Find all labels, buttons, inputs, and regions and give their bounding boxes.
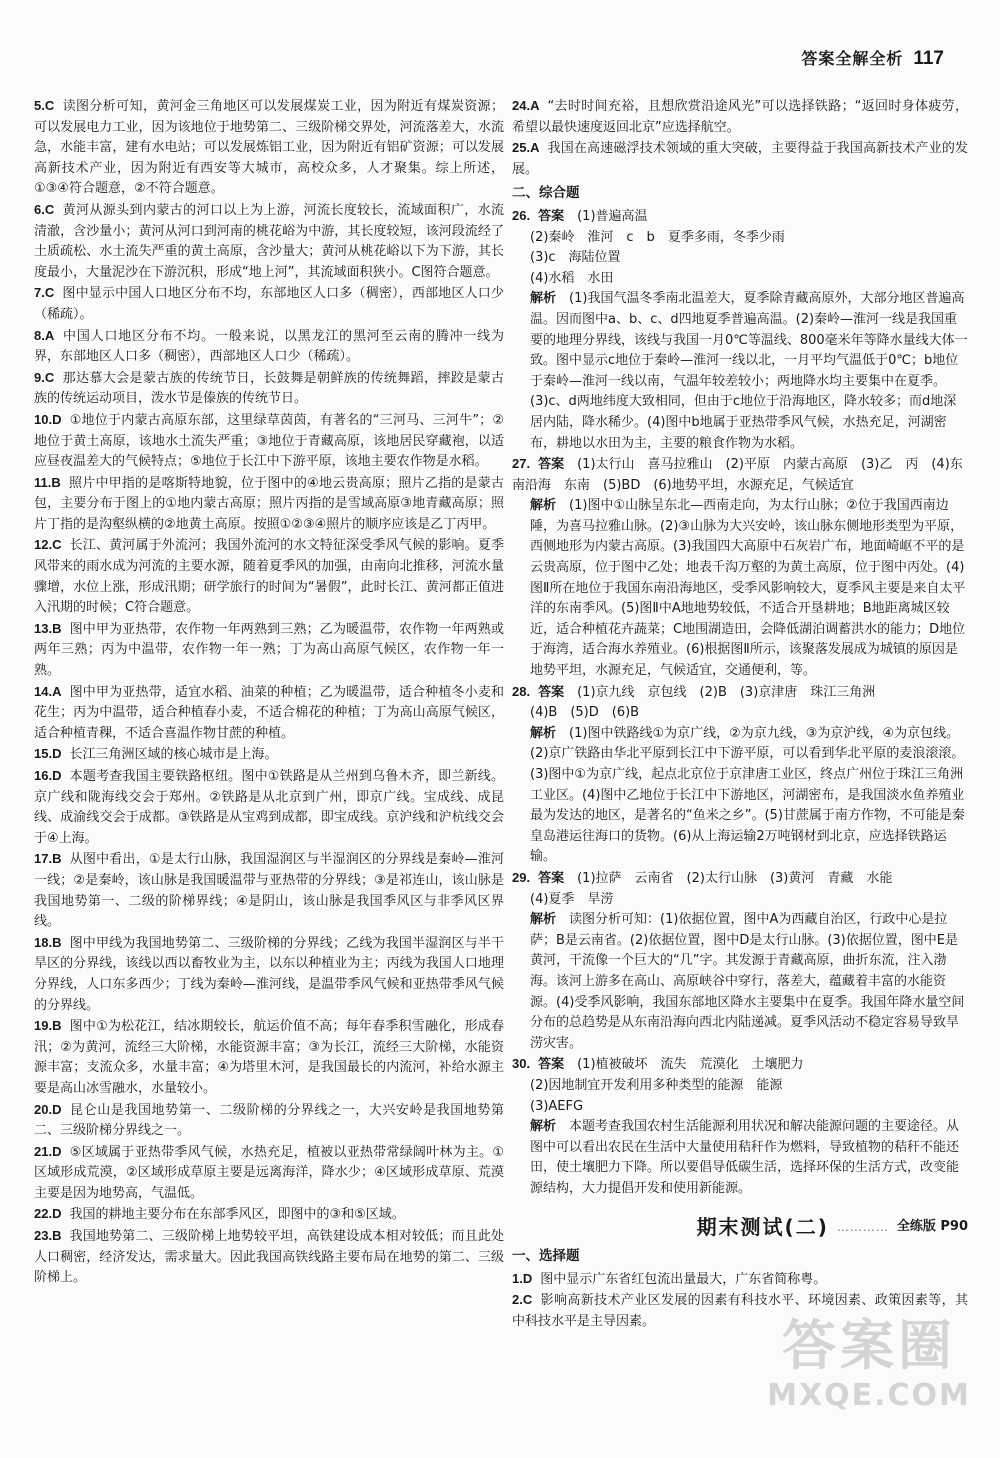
- item-text: “去时时间充裕，且想欣赏沿途风光”可以选择铁路；“返回时身体疲劳，希望以最快速度返回北京”应选择航空。: [512, 99, 968, 135]
- answer-item: [34, 473, 504, 536]
- item-text: 图中甲为亚热带，农作物一年两熟到三熟；乙为暖温带，农作物一年两熟或两年三熟；丙为中温带，农作物一年一熟；丁为高山高原气候区，农作物一年一熟。: [34, 621, 504, 679]
- answer-text: (1)拉萨 云南省 (2)太行山脉 (3)黄河 青藏 水能: [577, 870, 893, 886]
- item-number: 23.B: [34, 1228, 62, 1244]
- answer-line: [512, 890, 968, 911]
- answer-text: (4)夏季 旱涝: [530, 891, 614, 907]
- answer-item: [34, 368, 504, 410]
- question-number: 30.: [512, 1056, 531, 1072]
- answer-text: (2)因地制宜开发利用多种类型的能源 能源: [530, 1077, 783, 1093]
- item-text: 长江、黄河属于外流河；我国外流河的水文特征深受季风气候的影响。夏季风带来的雨水成为河流的主要水源，随着夏季风的加强，由南向北推移，河流水量骤增，水位上涨，形成汛期；研学旅行的时间为“暑假”，此时长江、黄河都正值进入汛期的时候；C符合题意。: [34, 538, 504, 616]
- answer-item: [34, 410, 504, 473]
- item-number: 2.C: [512, 1292, 533, 1308]
- answer-item: [34, 96, 504, 200]
- answer-text: (1)普遍高温: [577, 208, 648, 224]
- question-28: [512, 682, 968, 868]
- answer-item: [34, 619, 504, 682]
- item-text: 长江三角洲区域的核心城市是上海。: [69, 747, 278, 763]
- answer-item: [34, 849, 504, 932]
- item-text: 照片中甲指的是喀斯特地貌，位于图中的④地云贵高原；照片乙指的是蒙古包，主要分布于图上的①地内蒙古高原；照片丙指的是雪域高原③地青藏高原；照片丁指的是沟壑纵横的②地黄土高原。按照①②③④照片的顺序应该是乙丁丙甲。: [34, 475, 504, 532]
- answer-item: [34, 200, 504, 283]
- answer-line: [512, 868, 968, 890]
- item-text: ⑤区域属于亚热带季风气候，水热充足，植被以亚热带常绿阔叶林为主。①区域形成荒漠，②区域形成草原主要是远离海洋，降水少；④区域形成草原、荒漠主要是因为地势高，气温低。: [34, 1144, 504, 1201]
- item-number: 6.C: [34, 201, 55, 217]
- item-number: 18.B: [34, 934, 62, 950]
- item-number: 21.D: [34, 1143, 62, 1159]
- item-number: 8.A: [34, 327, 55, 343]
- answer-item: [34, 326, 504, 368]
- item-text: 中国人口地区分布不均。一般来说，以黑龙江的黑河至云南的腾冲一线为界，东部地区人口多（稠密），西部地区人口少（稀疏）。: [34, 328, 504, 365]
- item-number: 15.D: [34, 746, 62, 762]
- item-number: 24.A: [512, 98, 540, 113]
- answer-item: [34, 1100, 504, 1142]
- section-heading-comprehensive: 二、综合题: [512, 185, 580, 202]
- explanation: [512, 289, 968, 454]
- answer-item: [34, 682, 504, 745]
- watermark-logo: [764, 1316, 974, 1436]
- question-27: [512, 454, 968, 682]
- explanation: [512, 910, 968, 1054]
- left-column: [34, 96, 504, 1289]
- item-text: 那达慕大会是蒙古族的传统节日，长鼓舞是朝鲜族的传统舞蹈，摔跤是蒙古族的传统运动项目，泼水节是傣族的传统节日。: [34, 370, 504, 407]
- watermark-top-text: 答案圈: [782, 1314, 956, 1377]
- answer-text: (4)B (5)D (6)B: [530, 705, 640, 721]
- question-number: 28.: [512, 683, 531, 699]
- item-number: 11.B: [34, 474, 61, 490]
- item-number: 1.D: [512, 1270, 533, 1286]
- question-30: [512, 1054, 968, 1199]
- answer-label: 答案: [538, 457, 565, 473]
- item-number: 5.C: [34, 98, 55, 113]
- item-number: 14.A: [34, 683, 62, 699]
- answer-line: [512, 1076, 968, 1097]
- item-number: 16.D: [34, 768, 62, 783]
- explanation-text: 读图分析可知：(1)依据位置，图中A为西藏自治区，行政中心是拉萨；B是云南省。(2)依据位置，图中D是太行山脉。(3)依据位置，图中E是黄河，干流像一个巨大的“几”字。其发源于青藏高原，曲折东流，注入渤海。该河上游多在高山、高原峡谷中穿行，落差大，蕴藏着丰富的水能资源。(4)受季风影响，我国东部地区降水主要集中在夏季。我国年降水量空间分布的总趋势是从东南沿海向西北内陆递减。夏季风活动不稳定容易导致旱涝灾害。: [530, 912, 965, 1051]
- answer-item: [512, 96, 968, 138]
- test-reference: 全练版 P90: [896, 1219, 968, 1235]
- section-heading-choice: 一、选择题: [512, 1248, 580, 1265]
- answer-text: (3)AEFG: [530, 1098, 584, 1114]
- item-text: 图中甲线为我国地势第二、三级阶梯的分界线；乙线为我国半湿润区与半干旱区的分界线，该线以西以畜牧业为主，以东以种植业为主；丙线为我国人口地理分界线，人口东多西少；丁线为秦岭—淮河线，是温带季风气候和亚热带季风气候的分界线。: [34, 935, 504, 1013]
- item-number: 7.C: [34, 285, 55, 301]
- item-text: 黄河从源头到内蒙古的河口以上为上游，河流长度较长，流域面积广，水流清澈，含沙量小；黄河从河口到河南的桃花峪为中游，其长度较短，该河段流经了土质疏松、水土流失严重的黄土高原，含沙量大；黄河从桃花峪以下为下游，其长度最小，大量泥沙在下游沉积，形成“地上河”，其流域面积狭小。C图符合题意。: [34, 202, 504, 280]
- right-item-list-top: [512, 96, 968, 180]
- explanation: [512, 1117, 968, 1199]
- watermark-bottom-text: MXQE.COM: [767, 1378, 971, 1413]
- explanation-label: 解析: [530, 1119, 557, 1135]
- test-dots: …………: [836, 1220, 889, 1235]
- explanation: [512, 496, 968, 681]
- answer-item: [34, 766, 504, 849]
- explanation-text: 本题考查我国农村生活能源利用状况和解决能源问题的主要途径。从图中可以看出农民在生活中大量使用秸秆作为燃料，导致植物的秸秆不能还田，使土壤肥力下降。所以要倡导低碳生活，选择环保的生活方式，改变能源结构，大力提倡开发和使用新能源。: [530, 1119, 960, 1196]
- item-number: 22.D: [34, 1206, 62, 1222]
- answer-item: [34, 933, 504, 1016]
- item-text: 图中显示中国人口地区分布不均，东部地区人口多（稠密），西部地区人口少（稀疏）。: [34, 286, 504, 322]
- test-title: 期末测试(二): [696, 1215, 829, 1240]
- item-number: 20.D: [34, 1101, 62, 1117]
- test-title-row: [512, 1217, 968, 1238]
- answer-item: [34, 1226, 504, 1289]
- item-text: 影响高新技术产业区发展的因素有科技水平、环境因素、政策因素等，其中科技水平是主导因素。: [512, 1293, 968, 1329]
- item-text: ①地位于内蒙古高原东部，这里绿草茵茵，有著名的“三河马、三河牛”；②地位于黄土高原，该地水土流失严重；③地位于青藏高原，该地居民穿藏袍，以适应昼夜温差大的气候特点；⑤地位于长江中下游平原，该地主要农作物是水稻。: [34, 412, 504, 470]
- answer-text: (1)太行山 喜马拉雅山 (2)平原 内蒙古高原 (3)乙 丙 (4)东南沿海 东南 (5)BD (6)地势平坦，水源充足，气候适宜: [512, 457, 963, 493]
- item-number: 19.B: [34, 1018, 62, 1034]
- answer-item: [34, 283, 504, 325]
- answer-line: [512, 1097, 968, 1118]
- answer-item: [34, 535, 504, 618]
- item-text: 图中甲为亚热带，适宜水稻、油菜的种植；乙为暖温带，适合种植冬小麦和花生；丙为中温带，适合种植春小麦，不适合棉花的种植；丁为高山高原气候区，适合种植青稞，不适合喜温作物甘蔗的种植。: [34, 684, 504, 741]
- explanation-label: 解析: [530, 912, 557, 928]
- answer-item: [34, 744, 504, 766]
- answer-label: 答案: [538, 870, 565, 886]
- item-number: 10.D: [34, 411, 62, 427]
- question-number: 27.: [512, 456, 531, 472]
- answer-text: (3)c 海陆位置: [530, 250, 621, 266]
- question-number: 26.: [512, 207, 531, 223]
- right-column: [512, 96, 968, 1332]
- item-text: 读图分析可知，黄河金三角地区可以发展煤炭工业，因为附近有煤炭资源；可以发展电力工业，因为该地位于地势第二、三级阶梯交界处，河流落差大，水流急，水能丰富，建有水电站；可以发展炼铝工业，因为附近有铝矿资源；可以发展高新技术产业，因为附近有西安等大城市，高校众多，人才聚集。综上所述，①③④符合题意，②不符合题意。: [34, 99, 504, 197]
- answer-text: (1)植被破坏 流失 荒漠化 土壤肥力: [577, 1057, 804, 1073]
- answer-line: [512, 682, 968, 704]
- item-number: 17.B: [34, 851, 62, 867]
- explanation-text: (1)图中铁路线①为京广线，②为京九线，③为京沪线，④为京包线。(2)京广铁路由华北平原到长江中下游平原，可以看到华北平原的麦浪滚滚。(3)图中①为京广线，起点北京位于京津唐工业区，终点广州位于珠江三角洲工业区。(4)图中乙地位于长江中下游地区，河湖密布，是我国淡水鱼养殖业最为发达的地区，是著名的“鱼米之乡”。(5)甘蔗属于南方作物，不可能是秦皇岛港运往海口的货物。(6)从上海运输2万吨钢材到北京，应选择铁路运输。: [530, 725, 965, 865]
- explanation-text: (1)我国气温冬季南北温差大，夏季除青藏高原外，大部分地区普遍高温。因而图中a、b、c、d四地夏季普遍高温。(2)秦岭—淮河一线是我国重要的地理分界线，该线与我国一月0℃等温线、800毫米年等降水量线大体一致。图中显示c地位于秦岭—淮河一线以北，一月平均气温低于0℃；b地位于秦岭—淮河一线以南，气温年较差较小；两地降水均主要集中在夏季。(3)c、d两地纬度大致相同，但由于c地位于沿海地区，降水较多；而d地深居内陆，降水稀少。(4)图中b地属于亚热带季风气候，水热充足，河湖密布，耕地以水田为主，主要的粮食作物为水稻。: [530, 291, 968, 451]
- explanation-label: 解析: [530, 291, 557, 307]
- answer-line: [512, 1054, 968, 1076]
- answer-text: (1)京九线 京包线 (2)B (3)京津唐 珠江三角洲: [577, 684, 876, 700]
- item-number: 9.C: [34, 369, 55, 385]
- answer-item: [512, 1269, 968, 1291]
- question-26: [512, 206, 968, 454]
- explanation-label: 解析: [530, 725, 557, 741]
- explanation: [512, 724, 968, 868]
- item-text: 昆仑山是我国地势第一、二级阶梯的分界线之一，大兴安岭是我国地势第二、三级阶梯分界线之一。: [34, 1102, 504, 1139]
- answer-label: 答案: [538, 208, 565, 224]
- item-text: 从图中看出，①是太行山脉，我国湿润区与半湿润区的分界线是秦岭—淮河一线；②是秦岭，该山脉是我国暖温带与亚热带的分界线；③是祁连山，该山脉是我国地势第一、二级的阶梯界线；④是阴山，该山脉是我国季风区与非季风区界线。: [34, 852, 504, 930]
- item-number: 25.A: [512, 140, 540, 156]
- item-text: 我国地势第二、三级阶梯上地势较平坦，高铁建设成本相对较低；而且此处人口稠密，经济发达，需求量大。因此我国高铁线路主要布局在地势的第二、三级阶梯上。: [34, 1229, 504, 1286]
- explanation-label: 解析: [530, 498, 557, 514]
- answer-label: 答案: [538, 1057, 565, 1073]
- answer-line: [512, 206, 968, 228]
- answer-line: [512, 703, 968, 724]
- item-text: 我国在高速磁浮技术领域的重大突破，主要得益于我国高新技术产业的发展。: [512, 141, 968, 177]
- answer-text: (2)秦岭 淮河 c b 夏季多雨，冬季少雨: [530, 229, 785, 245]
- question-29: [512, 868, 968, 1054]
- answer-item: [34, 1204, 504, 1226]
- page-number: 117: [913, 48, 944, 69]
- answer-text: (4)水稻 水田: [530, 270, 614, 286]
- answer-item: [34, 1016, 504, 1099]
- answer-line: [512, 228, 968, 249]
- left-item-list: [34, 96, 504, 1289]
- answer-item: [34, 1142, 504, 1205]
- item-number: 12.C: [34, 537, 62, 553]
- explanation-text: (1)图中①山脉呈东北—西南走向，为太行山脉；②位于我国西南边陲，为喜马拉雅山脉。(2)③山脉为大兴安岭，该山脉东侧地形类型为平原，西侧地形为内蒙古高原。(3)我国四大高原中石灰岩广布，地面崎岖不平的是云贵高原，位于图中乙处；地表千沟万壑的为黄土高原，位于图中丙处。(4)图Ⅱ所在地位于我国东南沿海地区，受季风影响较大，夏季风主要是来自太平洋的东南季风。(5)图Ⅱ中A地地势较低，不适合开垦耕地；B地距离城区较近，适合种植花卉蔬菜；C地围湖造田，会降低湖泊调蓄洪水的能力；D地位于海湾，适合海水养殖业。(6)根据图Ⅱ所示，该聚落发展成为城镇的原因是地势平坦，水源充足，气候适宜，交通便利，等。: [530, 498, 966, 679]
- answer-line: [512, 269, 968, 290]
- question-number: 29.: [512, 869, 531, 885]
- item-number: 13.B: [34, 620, 62, 636]
- item-text: 图中①为松花江，结冰期较长，航运价值不高；每年春季积雪融化，形成春汛；②为黄河，流经三大阶梯，水能资源丰富；③为长江，流经三大阶梯，水能资源丰富；支流众多，水量丰富；④为塔里木河，是我国最长的内流河，补给水源主要是高山冰雪融水，水量较小。: [34, 1019, 504, 1096]
- answer-label: 答案: [538, 684, 565, 700]
- header-title: 答案全解全析: [801, 49, 904, 68]
- answer-line: [512, 454, 968, 496]
- item-text: 图中显示广东省红包流出量最大，广东省简称粤。: [540, 1271, 827, 1287]
- item-text: 我国的耕地主要分布在东部季风区，即图中的③和⑤区域。: [69, 1207, 405, 1223]
- page-header: [801, 46, 944, 70]
- answer-item: [512, 138, 968, 180]
- item-text: 本题考查我国主要铁路枢纽。图中①铁路是从兰州到乌鲁木齐，即兰新线。京广线和陇海线交会于郑州。②铁路是从北京到广州，即京广线。宝成线、成昆线、成渝线交会于成都。③铁路是从宝鸡到成都，即宝成线。京沪线和沪杭线交会于④上海。: [34, 769, 504, 846]
- answer-line: [512, 248, 968, 269]
